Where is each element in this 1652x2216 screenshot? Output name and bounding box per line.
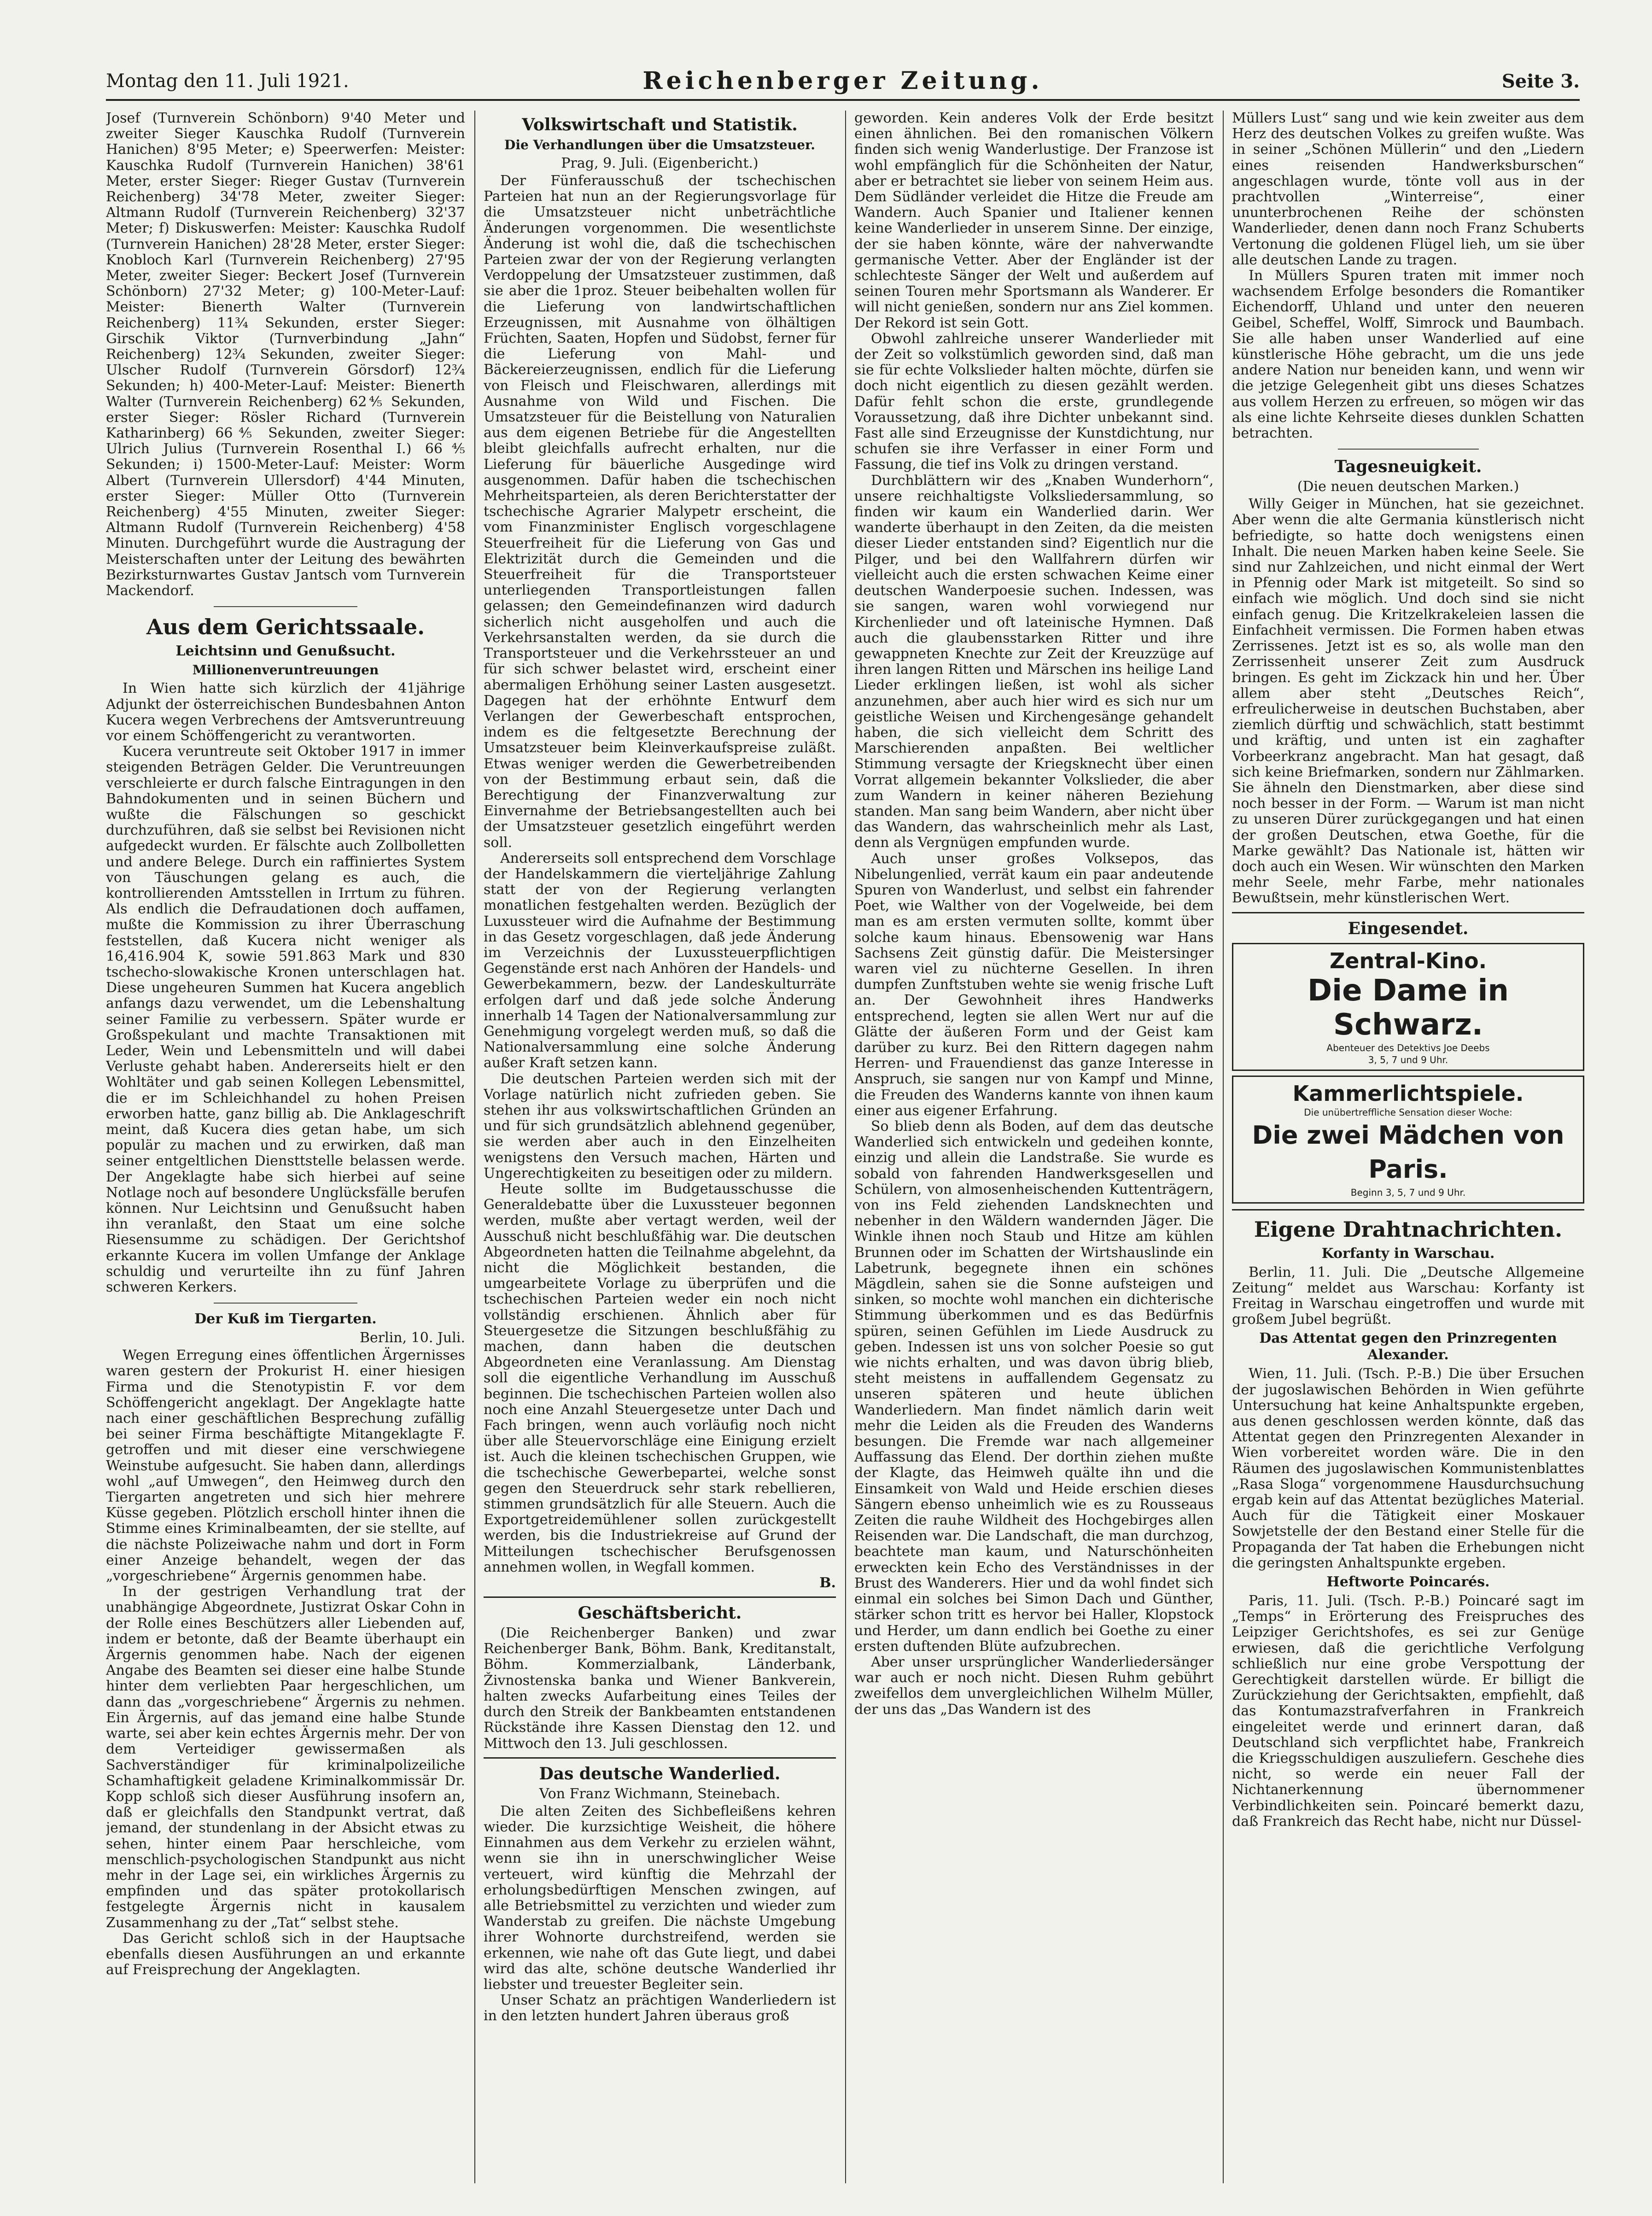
court-section-title: Aus dem Gerichtssaale. [146,614,425,640]
wire-paragraph: Wien, 11. Juli. (Tsch. P.-B.) Die über Ersuchen der jugoslawischen Behörden in Wien geführte Untersuchung hat keine Anhaltspunkte ergeben, aus denen geschlossen werden könnte, daß das Attentat gegen den Prinzregenten Alexander in Wien vorbereitet worden wäre. Die in den Räumen des jugoslawischen Kommunistenblattes „Rasa Sloga“ vorgenommene Hausdurchsuchung ergab kein auf das Attentat bezügliches Material. Auch für die Tätigkeit einer Moskauer Sowjetstelle der den Bestand einer Stelle für die Propaganda der Tat haben die Erhebungen nicht die geringsten Anhaltspunkte ergeben. [1232,1366,1584,1571]
economy-paragraph: Die deutschen Parteien werden sich mit der Vorlage natürlich nicht zufrieden geben. Sie stehen ihr aus volkswirtschaftlichen Gründen an und für sich grundsätzlich ablehnend gegenüber, sie werden aber auch in den Einzelheiten wenigstens den Versuch machen, Härten und Ungerechtigkeiten zu beseitigen oder zu mildern. [484,1070,836,1181]
wanderlied-title: Das deutsche Wanderlied. [539,1764,781,1783]
economy-paragraph: Andererseits soll entsprechend dem Vorschlage der Handelskammern die vierteljährige Zahlung statt der von der Regierung verlangten monatlichen festgehalten werden. Bezüglich der Luxussteuer wird die Aufnahme der Bestimmung in das Gesetz vorgeschlagen, daß jede Änderung im Verzeichnis der Luxussteuerpflichtigen Gegenstände erst nach Anhören der Handels- und Gewerbekammern, bezw. der Landeskulturräte erfolgen darf und daß jede solche Änderung innerhalb 14 Tagen der Nationalversammlung zur Genehmigung vorgelegt werden muß, so daß die Nationalversammlung eine solche Änderung außer Kraft setzen kann. [484,850,836,1071]
economy-paragraph: Der Fünferausschuß der tschechischen Parteien hat nun an der Regierungsvorlage für die Umsatzsteuer nicht unbeträchtliche Änderungen vorgenommen. Die wesentlichste Änderung ist wohl die, daß die tschechischen Parteien zwar der von der Regierung verlangten Verdoppelung der Umsatzsteuer zustimmen, daß sie aber die 1proz. Steuer beibehalten wollen für die Lieferung von landwirtschaftlichen Erzeugnissen, mit Ausnahme von ölhältigen Früchten, Saaten, Hopfen und Südobst, ferner für die Lieferung von Mahl- und Bäckereierzeugnissen, endlich für die Lieferung von Fleisch und Fleischwaren, allerdings mit Ausnahme von Wild und Fischen. Die Umsatzsteuer für die Beistellung von Naturalien aus dem eigenen Betriebe für die Angestellten bleibt gleichfalls aufrecht erhalten, nur die Lieferung für bäuerliche Ausgedinge wird ausgenommen. Dafür haben die tschechischen Mehrheitsparteien, als deren Berichterstatter der tschechische Agrarier Malypetr erscheint, die vom Finanzminister Englisch vorgeschlagene Steuerfreiheit für die Lieferung von Gas und Elektrizität durch die Gemeinden und die Steuerfreiheit für die Transportsteuer unterliegenden Transportleistungen fallen gelassen; den Gemeindefinanzen wird dadurch sicherlich nicht ausgeholfen und auch die Verkehrsanstalten werden, da sie durch die Transportsteuer und die Verkehrssteuer an und für sich schwer belastet wird, erscheint einer abermaligen Erhöhung seiner Lasten ausgesetzt. Dagegen hat der erhöhnte Entwurf dem Verlangen der Gewerbeschaft entsprochen, indem es die feltgesetzte Berechnung der Umsatzsteuer beim Kleinverkaufspreise zuläßt. Etwas weniger werden die Gewerbetreibenden von der Bestimmung erbaut sein, daß die Berechtigung der Finanzverwaltung zur Einvernahme der Betriebsangestellten auch bei der Umsatzsteuer gesetzlich eingeführt werden soll. [484,173,836,851]
wire-headline: Heftworte Poincarés. [1326,1574,1490,1590]
column-rule [474,111,475,2183]
wanderlied-paragraph: Durchblättern wir des „Knaben Wunderhorn“, unsere reichhaltigste Volksliedersammlung, so finden wir kaum ein Wanderlied darin. Wer wanderte überhaupt in den Zeiten, da die meisten dieser Lieder entstanden sind? Eigentlich nur die Pilger, und bei den Wallfahrern dürfen wir vielleicht auch die ersten schwachen Keime einer deutschen Wanderpoesie suchen. Indessen, was sie sangen, waren wohl vorwiegend nur Kirchenlieder und oft lateinische Hymnen. Daß auch die glaubensstarken Ritter und ihre gewappneten Knechte zur Zeit der Kreuzzüge auf ihren langen Ritten und Märschen ins heilige Land Lieder erklingen ließen, ist wohl als sicher anzunehmen, aber auch hier wird es sich nur um geistliche Weisen und Kirchengesänge gehandelt haben, die sich vielleicht dem Schritt des Marschierenden anpaßten. Bei weltlicher Stimmung versagte der Kriegsknecht über einen Vorrat allgemein bekannter Volkslieder, die aber zum Wandern in keiner näheren Beziehung standen. Man sang beim Wandern, aber nicht über das Wandern, das wahrscheinlich mehr als Last, denn als Vergnügen empfunden wurde. [854,472,1214,851]
newspaper-title: Reichenberger Zeitung. [642,67,1043,95]
divider [1338,449,1479,450]
divider [1232,912,1584,913]
sport-results-text: Josef (Turnverein Schönborn) 9'40 Meter und zweiter Sieger Kauschka Rudolf (Turnverein Hanichen) 8'95 Meter; e) Speerwerfen: Meister: Kauschka Rudolf (Turnverein Hanichen) 38'61 Meter, erster Sieger: Rieger Gustav (Turnverein Reichenberg) 34'78 Meter, zweiter Sieger: Altmann Rudolf (Turnverein Reichenberg) 32'37 Meter; f) Diskuswerfen: Meister: Kauschka Rudolf (Turnverein Hanichen) 28'28 Meter, erster Sieger: Knobloch Karl (Turnverein Reichenberg) 27'95 Meter, zweiter Sieger: Beckert Josef (Turnverein Schönborn) 27'32 Meter; g) 100-Meter-Lauf: Meister: Bienerth Walter (Turnverein Reichenberg) 11¾ Sekunden, erster Sieger: Girschik Viktor (Turnverbindung „Jahn“ Reichenberg) 12¾ Sekunden, zweiter Sieger: Ulscher Rudolf (Turnverein Görsdorf) 12¾ Sekunden; h) 400-Meter-Lauf: Meister: Bienerth Walter (Turnverein Reichenberg) 62⅘ Sekunden, erster Sieger: Rösler Richard (Turnverein Katharinberg) 66⅘ Sekunden, zweiter Sieger: Ulrich Julius (Turnverein Rosenthal I.) 66⅘ Sekunden; i) 1500-Meter-Lauf: Meister: Worm Albert (Turnverein Ullersdorf) 4'44 Minuten, erster Sieger: Müller Otto (Turnverein Reichenberg) 4'55 Minuten, zweiter Sieger: Altmann Rudolf (Turnverein Reichenberg) 4'58 Minuten. Durchgeführt wurde die Austragung der Meisterschaften unter der Leitung des bewährten Bezirksturnwartes Gustav Jantsch vom Turnverein Mackendorf. [106,111,465,599]
ad-venue: Zentral-Kino. [1329,948,1487,973]
economy-signature: B. [819,1575,836,1591]
wire-section-title: Eigene Drahtnachrichten. [1254,1216,1563,1242]
wanderlied-paragraph: Unser Schatz an prächtigen Wanderliedern ist in den letzten hundert Jahren überaus groß [484,1992,836,2024]
page-number: Seite 3. [1501,70,1580,92]
wire-headline: Das Attentat gegen den Prinzregenten Alexander. [1259,1330,1557,1363]
wanderlied-paragraph: So blieb denn als Boden, auf dem das deutsche Wanderlied sich entwickeln und gedeihen konnte, einzig und allein die Landstraße. Sie wurde es sobald von fahrenden Handwerksgesellen und Schülern, von almosenheischenden Kuttenträgern, von ins Feld ziehenden Landsknechten und nebenher in den Wäldern wandernden Jäger. Die Winkle ihnen noch Staub und Hitze am kühlen Brunnen oder im Schatten der Wirtshauslinde ein Labetrunk, begegnete ihnen ein schönes Mägdlein, sahen sie die Sonne aufsteigen und sinken, so mochte wohl manchen ein dichterische Stimmung überkommen und es das Bedürfnis spüren, seinen Gefühlen im Liede Ausdruck zu geben. Indessen ist uns von solcher Poesie so gut wie nichts erhalten, und was davon übrig blieb, steht meistens in auffallendem Gegensatz zu unseren späteren und heute üblichen Wanderliedern. Man findet nämlich darin weit mehr die Leiden als die Freuden des Wanderns besungen. Die Fremde war nach allgemeiner Auffassung das Elend. Der dorthin ziehen mußte der Klagte, das Heimweh quälte ihn und die Einsamkeit von Wald und Heide erschien dieses Sängern ebenso unheimlich wie es zu Rousseaus Zeiten die rauhe Wildheit des Hochgebirges allen Reisenden war. Die Landschaft, die man durchzog, beachtete man kaum, und Naturschönheiten erweckten kein Echo des Verständnisses in der Brust des Wanderers. Hier und da wohl findet sich einmal ein solches bei Simon Dach und Günther, stärker schon tritt es hervor bei Haller, Klopstock und Herder, um dann endlich bei Goethe zu einer ersten duftenden Blüte aufzubrechen. [854,1118,1214,1655]
economy-paragraph: Heute sollte im Budgetausschusse die Generaldebatte über die Luxussteuer begonnen werden, mußte aber vertagt werden, weil der Ausschuß nicht beschlußfähig war. Die deutschen Abgeordneten hatten die Teilnahme abgelehnt, da nicht die Möglichkeit bestanden, die umgearbeitete Vorlage zu überprüfen und die tschechischen Parteien weder ein noch nicht vollständig erschienen. Ähnlich aber für Steuergesetze die Sitzungen beschlußfähig zu machen, dann haben die deutschen Abgeordneten eine Veranlassung. Am Dienstag soll die eigentliche Verhandlung im Ausschuß beginnen. Die tschechischen Parteien wollen also noch eine Anzahl Steuergesetze unter Dach und Fach bringen, wenn auch vorläufig noch nicht über alle Steuervorschläge eine Einigung erzielt ist. Auch die kleinen tschechischen Gruppen, wie die tschechische Gewerbepartei, welche sonst gegen den Steuerdruck sehr stark rebellieren, stimmen grundsätzlich für alle Steuern. Auch die Exportgetreidemühlener sollen zurückgestellt werden, bis die Industriekreise auf Grund der Mitteilungen tschechischer Berufsgenossen annehmen wollen, in Wegfall kommen. [484,1181,836,1575]
kiss-paragraph: In der gestrigen Verhandlung trat der unabhängige Abgeordnete, Justizrat Oskar Cohn in der Rolle eines Beschützers aller Liebenden auf, indem er betonte, daß der Beamte überhaupt ein Ärgernis genommen habe. Nach der eigenen Angabe des Beamten sei dieser eine halbe Stunde hinter dem verliebten Paar hergeschlichen, um dann das „vorgeschriebene“ Ärgernis zu nehmen. Ein Ärgernis, auf das jemand eine halbe Stunde warte, sei aber kein echtes Ärgernis mehr. Der von dem Verteidiger gewissermaßen als Sachverständiger für kriminalpolizeiliche Schamhaftigkeit geladene Kriminalkommissär Dr. Kopp schloß sich dieser Ausführung insofern an, daß er gleichfalls den Standpunkt vertrat, daß jemand, der stundenlang in der Absicht etwas zu sehen, hinter einem Paar herschleiche, vom menschlich-psychologischen Standpunkt aus nicht mehr in der Lage sei, ein wirkliches Ärgernis zu empfinden und das später protokollarisch festgelegte Ärgernis nicht in kausalem Zusammenhang zu der „Tat“ selbst stehe. [106,1584,465,1931]
wire-paragraph: Paris, 11. Juli. (Tsch. P.-B.) Poincaré sagt im „Temps“ in Erörterung des Freispruches des Leipziger Gerichtshofes, es sei zur Genüge erwiesen, daß die gerichtliche Verfolgung schließlich nur eine grobe Verspottung der Gerechtigkeit darstellen würde. Er billigt die Zurückziehung der Gerichtsakten, empfiehlt, daß das Kontumazstrafverfahren in Frankreich eingeleitet werde und erinnert daran, daß Deutschland sich verpflichtet habe, Frankreich die Kriegsschuldigen auszuliefern. Geschehe dies nicht, so werde ein neuer Fall der Nichtanerkennung übernommener Verbindlichkeiten sein. Poincaré bemerkt dazu, daß Frankreich das Recht habe, nicht nur Düssel- [1232,1593,1584,1830]
ad-venue: Kammerlichtspiele. [1292,1081,1524,1106]
ad-showtimes: 3, 5, 7 und 9 Uhr. [1368,1054,1448,1065]
ad-subtitle: Die unübertreffliche Sensation dieser Woche: [1304,1106,1512,1118]
ad-subtitle: Abenteuer des Detektivs Joe Deebs [1326,1042,1490,1053]
column-rule [1223,111,1224,2183]
wire-headline: Korfanty in Warschau. [1321,1245,1495,1262]
wanderlied-paragraph: Obwohl zahlreiche unserer Wanderlieder mit der Zeit so volkstümlich geworden sind, daß man sie für echte Volkslieder halten möchte, dürfen sie doch nicht eigentlich zu diesen gezählt werden. Dafür fehlt schon die erste, grundlegende Voraussetzung, daß ihre Dichter unbekannt sind. Fast alle sind Erzeugnisse der Kunstdichtung, nur schufen sie ihre Verfasser in einer Form und Fassung, die tief ins Volk zu dringen verstand. [854,330,1214,473]
column-2 [484,111,836,2183]
wanderlied-paragraph: Auch unser großes Volksepos, das Nibelungenlied, verrät kaum ein paar andeutende Spuren von Wanderlust, und selbst ein fahrender Poet, wie Walther von der Vogelweide, bei dem man es am ersten vermuten sollte, kommt über solche kaum hinaus. Ebensowenig war Hans Sachsens Zeit günstig dafür. Die Meistersinger waren viel zu nüchterne Gesellen. In ihren dumpfen Zunftstuben wehte sie wenig frische Luft an. Der Gewohnheit ihres Handwerks entsprechend, legten sie allen Wert nur auf die Glätte der äußeren Form und der Geist kam darüber zu kurz. Bei den Rittern dagegen nahm Herren- und Frauendienst das ganze Interesse in Anspruch, sie sangen nur von Kampf und Minne, die Freuden des Wanderns kannte von ihnen kaum einer aus eigener Erfahrung. [854,850,1214,1119]
wanderlied-paragraph: Aber unser ursprünglicher Wanderliedersänger war auch er noch nicht. Diesen Ruhm gebührt zweifellos dem unvergleichlichen Wilhelm Müller, der uns das „Das Wandern ist des [854,1654,1214,1718]
divider [484,1757,836,1759]
court-paragraph: Kucera veruntreute seit Oktober 1917 in immer steigenden Beträgen Gelder. Die Veruntreuungen verschleierte er durch falsche Eintragungen in den Bahndokumenten und in seinen Büchern und wußte die Fälschungen so geschickt durchzuführen, daß sie selbst bei Revisionen nicht aufgedeckt wurden. Er fälschte auch Zollbolletten und andere Belege. Durch ein raffiniertes System von Täuschungen gelang es auch, die kontrollierenden Amtsstellen in Irrtum zu führen. Als endlich die Defraudationen doch auffamen, mußte die Kommission zu ihrer Überraschung feststellen, daß Kucera nicht weniger als 16,416.904 K, sowie 591.863 Mark und 830 tschecho-slowakische Kronen unterschlagen hat. Diese ungeheuren Summen hat Kucera angeblich anfangs dazu verwendet, um die Lebenshaltung seiner Familie zu verbessern. Später wurde er Großspekulant und machte Transaktionen mit Leder, Wein und Lebensmitteln und will dabei Verluste gehabt haben. Andererseits hielt er den Wohltäter und gab seinen Kollegen Lebensmittel, die er im Schleichhandel zu hohen Preisen erworben hatte, ganz billig ab. Die Anklageschrift meint, daß Kucera dies getan habe, um sich populär zu machen und zu erwirken, daß man seiner entgeltlichen Diensttstelle belassen werde. Der Angeklagte habe sich hierbei auf seine Notlage noch auf besondere Unglücksfälle berufen können. Nur Leichtsinn und Genußsucht haben ihn veranlaßt, den Staat um eine solche Riesensumme zu schädigen. Der Gerichtshof erkannte Kucera im vollen Umfange der Anklage schuldig und verurteilte ihn zu fünf Jahren schweren Kerkers. [106,743,465,1296]
column-3 [854,111,1214,2183]
column-rule [845,111,846,2183]
wanderlied-byline: Von Franz Wichmann, Steinebach. [539,1785,781,1802]
business-paragraph: (Die Reichenberger Banken) und zwar Reichenberger Bank, Böhm. Bank, Kreditanstalt, Böhm. Kommerzialbank, Länderbank, Živnostenska banka und Wiener Bankverein, halten zwecks Aufarbeitung eines Teiles der durch den Streik der Bankbeamten entstandenen Rückstände ihre Kassen Dienstag den 12. und Mittwoch den 13. Juli geschlossen. [484,1625,836,1752]
economy-dateline: Prag, 9. Juli. (Eigenbericht.) [561,155,759,171]
column-1 [106,111,465,2183]
news-headline: (Die neuen deutschen Marken.) [1297,479,1519,495]
kiss-article-headline: Der Kuß im Tiergarten. [194,1311,377,1327]
ad-showtimes: Beginn 3, 5, 7 und 9 Uhr. [1350,1187,1466,1198]
divider [214,1303,357,1304]
economy-section-title: Volkswirtschaft und Statistik. [522,115,798,134]
kiss-paragraph: Wegen Erregung eines öffentlichen Ärgernisses waren gestern der Prokurist H. einer hiesigen Firma und die Stenotypistin F. vor dem Schöffengericht angeklagt. Der Angeklagte hatte nach einer geschäftlichen Besprechung zufällig bei seiner Firma beschäftigte Mitangeklagte F. getroffen und mit dieser eine verschwiegene Weinstube aufgesucht. Sie haben dann, allerdings wohl „auf Umwegen“, den Heimweg durch den Tiergarten angetreten und sich hier mehrere Küsse gegeben. Plötzlich erscholl hinter ihnen die Stimme eines Kriminalbeamten, der sie stellte, auf die nächste Polizeiwache nahm und dort in Form einer Anzeige behandelt, wegen der das „vorgeschriebene“ Ärgernis genommen habe. [106,1347,465,1585]
kiss-dateline: Berlin, 10. Juli. [359,1330,465,1346]
wanderlied-paragraph: Müllers Lust“ sang und wie kein zweiter aus dem Herz des deutschen Volkes zu greifen wußte. Was in seiner „Schönen Müllerin“ und den „Liedern eines reisenden Handwerksburschen“ angeschlagen wurde, tönte voll aus in der prachtvollen „Winterreise“, einer ununterbrochenen Reihe der schönsten Wanderlieder, denen dann noch Franz Schuberts Vertonung die goldenen Flügel lieh, um sie über alle deutschen Lande zu tragen. [1232,111,1584,268]
ad-film-title: Die Dame in Schwarz. [1308,973,1509,1042]
wanderlied-paragraph: Die alten Zeiten des Sichbefleißens kehren wieder. Die kurzsichtige Weisheit, die höhere Einnahmen aus dem Verkehr zu erzielen wähnt, wenn sie ihn in unerschwinglicher Weise verteuert, wird künftig die Mehrzahl der erholungsbedürftigen Menschen zwingen, auf alle Betriebsmittel zu verzichten und wieder zum Wanderstab zu greifen. Die nächste Umgebung ihrer Wohnorte durchstreifend, werden sie erkennen, wie nahe oft das Gute liegt, und dabei wird das alte, schöne deutsche Wanderlied ihr liebster und treuester Begleiter sein. [484,1803,836,1993]
business-section-title: Geschäftsbericht. [578,1603,742,1623]
wire-paragraph: Berlin, 11. Juli. Die „Deutsche Allgemeine Zeitung“ meldet aus Warschau: Korfanty ist Freitag in Warschau eingetroffen und wurde mit großem Jubel begrüßt. [1232,1264,1584,1328]
divider [484,1596,836,1598]
issue-date: Montag den 11. Juli 1921. [106,70,349,92]
masthead [106,67,1580,101]
court-article-headline: Leichtsinn und Genußsucht. [175,643,396,660]
ads-section-title: Eingesendet. [1348,918,1469,938]
kiss-paragraph: Das Gericht schloß sich in der Hauptsache ebenfalls diesen Ausführungen an und erkannte auf Freisprechung der Angeklagten. [106,1930,465,1978]
divider [214,606,357,607]
court-paragraph: In Wien hatte sich kürzlich der 41jährige Adjunkt der österreichischen Bundesbahnen Anton Kucera wegen Verbrechens der Amtsveruntreuung vor einem Schöffengericht zu verantworten. [106,680,465,744]
news-paragraph: Willy Geiger in München, hat sie gezeichnet. Aber wenn die alte Germania künstlerisch nicht befriedigte, so hatte doch wenigstens einen Inhalt. Die neuen Marken haben keine Seele. Sie sind nur Zahlzeichen, und nicht einmal der Wert in Pfennig oder Mark ist mitgeteilt. So sind so einfach wie möglich. Und doch sind sie nicht einfach genug. Die Kritzelkrakeleien lassen die Einfachheit vermissen. Die Formen haben etwas Zerrissenes. Jetzt ist es so, als wolle man den Zerrissenheit unserer Zeit zum Ausdruck bringen. Es geht im Zickzack hin und her. Über allem aber steht „Deutsches Reich“, erfreulicherweise in deutschen Buchstaben, aber ziemlich dürftig und schwächlich, statt bestimmt und kräftig, und unten ist ein zaghafter Vorbeerkranz angebracht. Man hat gesagt, daß sich keine Briefmarken, sondern nur Zählmarken. Sie ähneln den Dienstmarken, aber diese sind noch besser in der Form. — Warum ist man nicht zu unseren Dürer zurückgegangen und hat einen der großen Deutschen, etwa Goethe, für die Marke gewählt? Das Nationale ist, hätten wir doch auch ein Wesen. Wir wünschten den Marken mehr Seele, mehr Farbe, mehr nationales Bewußtsein, mehr künstlerischen Wert. [1232,496,1584,906]
court-article-subheadline: Millionenveruntreuungen [192,662,379,678]
news-section-title: Tagesneuigkeit. [1334,457,1482,477]
cinema-ad-zentral-kino [1232,943,1584,1071]
column-4 [1232,111,1584,2183]
ad-film-title: Die zwei Mädchen von Paris. [1252,1120,1564,1184]
divider [1232,1209,1584,1210]
economy-article-headline: Die Verhandlungen über die Umsatzsteuer. [504,137,815,152]
wanderlied-paragraph: geworden. Kein anderes Volk der Erde besitzt einen ähnlichen. Bei den romanischen Völkern finden sich wenig Wanderlustige. Der Franzose ist wohl empfänglich für die Schönheiten der Natur, aber er betrachtet sie lieber von seinem Heim aus. Dem Südländer verleidet die Hitze die Freude am Wandern. Auch Spanier und Italiener kennen keine Wanderlieder in unserem Sinne. Der einzige, der sie haben könnte, wäre der nahverwandte germanische Vetter. Aber der Engländer ist der schlechteste Sänger der Welt und außerdem auf seinen Touren mehr Sportsmann als Wanderer. Er will nicht genießen, sondern nur ans Ziel kommen. Der Rekord ist sein Gott. [854,111,1214,331]
cinema-ad-kammerlichtspiele [1232,1076,1584,1204]
wanderlied-paragraph: In Müllers Spuren traten mit immer noch wachsendem Erfolge besonders die Romantiker Eichendorff, Uhland und unter den neueren Geibel, Scheffel, Wolff, Simrock und Baumbach. Sie alle haben unser Wanderlied auf eine künstlerische Höhe gebracht, um die uns jede andere Nation nur beneiden kann, und wenn wir die jetzige Gelegenheit gibt uns dieses Schatzes aus vollem Herzen zu erfreuen, so mögen wir das als eine lichte Kehrseite dieses dunklen Schatten betrachten. [1232,268,1584,442]
